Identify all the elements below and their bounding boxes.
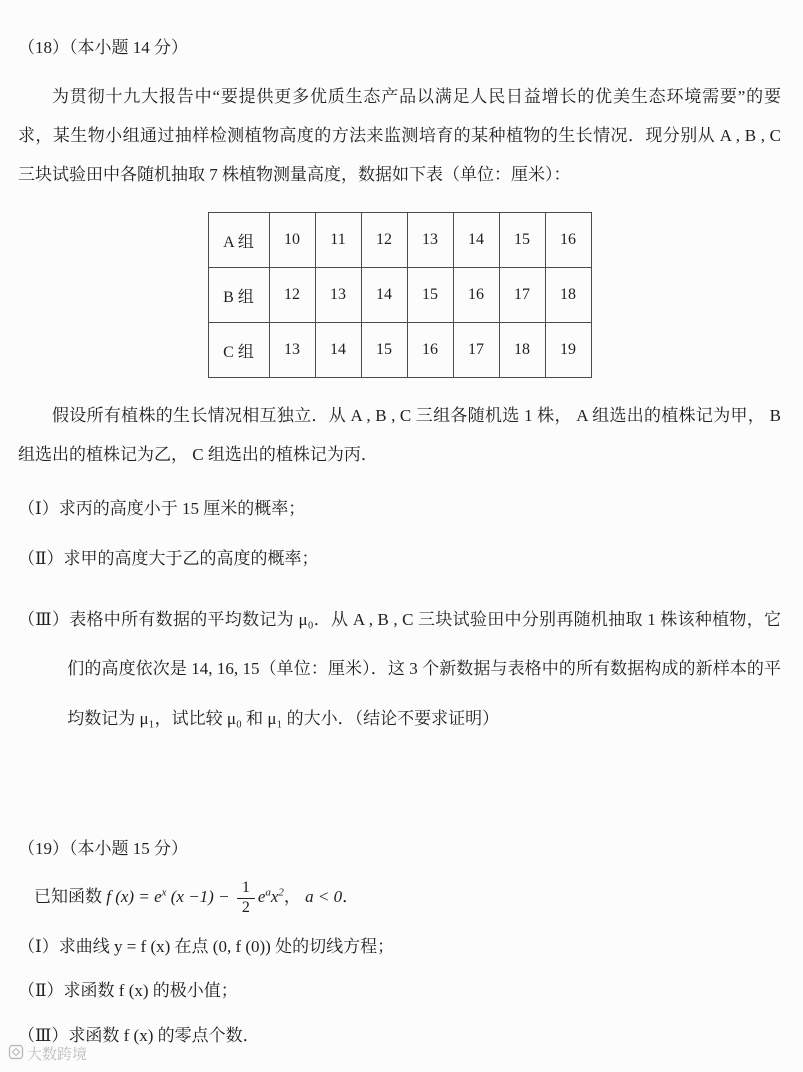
watermark-text: 大数跨境: [27, 1046, 88, 1063]
problem-19-part-2: （Ⅱ）求函数 f (x) 的极小值；: [18, 981, 238, 1001]
problem-18: [18, 34, 781, 743]
row-label: B 组: [208, 268, 269, 323]
exponent-a: a: [265, 886, 271, 899]
formula-part: x: [270, 887, 279, 907]
problem-18-part-1: （Ⅰ）求丙的高度小于 15 厘米的概率；: [18, 499, 306, 519]
watermark: [8, 1043, 87, 1064]
table-cell: 13: [315, 268, 361, 323]
formula-part: e: [257, 887, 266, 907]
table-cell: 19: [545, 323, 591, 378]
row-label: C 组: [208, 323, 269, 378]
table-cell: 14: [453, 213, 499, 268]
problem-19-given-function: [34, 880, 781, 917]
fraction-numerator: 1: [237, 880, 255, 899]
table-cell: 14: [315, 323, 361, 378]
table-row: [208, 323, 591, 378]
watermark-logo-icon: [8, 1044, 24, 1064]
problem-19-header: （19）（本小题 15 分）: [18, 839, 188, 859]
formula-end: ．: [342, 887, 360, 907]
problem-18-header: （18）（本小题 14 分）: [18, 38, 188, 57]
table-cell: 18: [499, 323, 545, 378]
table-cell: 13: [269, 323, 315, 378]
problem-19-part-1: （Ⅰ）求曲线 y = f (x) 在点 (0, f (0)) 处的切线方程；: [18, 936, 395, 956]
formula-part: f (x) = e: [106, 887, 162, 907]
table-cell: 15: [361, 323, 407, 378]
table-cell: 12: [269, 268, 315, 323]
table-cell: 15: [499, 213, 545, 268]
problem-18-paragraph-2: 假设所有植株的生长情况相互独立．从 A , B , C 三组各随机选 1 株， A 组选出的植株记为甲， B 组选出的植株记为乙， C 组选出的植株记为丙．: [18, 406, 781, 465]
table-cell: 16: [407, 323, 453, 378]
formula-part: (x −1) −: [170, 887, 230, 907]
table-cell: 11: [315, 213, 361, 268]
condition-a-negative: a < 0: [305, 887, 343, 907]
height-data-table: [208, 212, 592, 378]
fraction-denominator: 2: [241, 898, 250, 916]
exponent-x: x: [161, 886, 167, 899]
table-cell: 16: [545, 213, 591, 268]
table-cell: 13: [407, 213, 453, 268]
exponent-2: 2: [278, 886, 284, 899]
table-row: [208, 268, 591, 323]
formula-prefix: 已知函数: [34, 887, 102, 907]
row-label: A 组: [208, 213, 269, 268]
problem-18-part-2: （Ⅱ）求甲的高度大于乙的高度的概率；: [18, 549, 319, 569]
problem-18-paragraph-1: 为贯彻十九大报告中“要提供更多优质生态产品以满足人民日益增长的优美生态环境需要”的要求，某生物小组通过抽样检测植物高度的方法来监测培育的某种植物的生长情况．现分别从 A , B , C 三块试验田中各随机抽取 7 株植物测量高度，数据如下表（单位：厘米）：: [18, 86, 781, 185]
formula-separator: ，: [283, 887, 301, 907]
table-cell: 18: [545, 268, 591, 323]
table-cell: 14: [361, 268, 407, 323]
table-cell: 16: [453, 268, 499, 323]
problem-18-part-3: （Ⅲ）表格中所有数据的平均数记为 μ₀．从 A , B , C 三块试验田中分别再随机抽取 1 株该种植物，它们的高度依次是 14, 16, 15（单位：厘米）．这 3 个新数据与表格中的所有数据构成的新样本的平均数记为 μ₁，试比较 μ₀ 和 μ₁ 的大小．（结论不要求证明）: [18, 610, 781, 728]
table-cell: 12: [361, 213, 407, 268]
table-cell: 10: [269, 213, 315, 268]
table-cell: 17: [453, 323, 499, 378]
table-cell: 15: [407, 268, 453, 323]
table-row: [208, 213, 591, 268]
problem-19-part-3: （Ⅲ）求函数 f (x) 的零点个数．: [18, 1026, 260, 1046]
fraction-one-half: [237, 880, 255, 917]
problem-19: [18, 835, 781, 1051]
table-cell: 17: [499, 268, 545, 323]
